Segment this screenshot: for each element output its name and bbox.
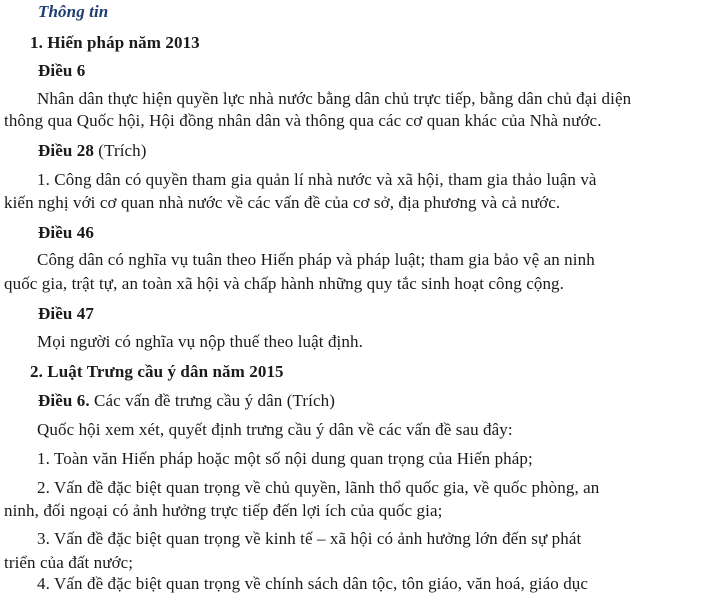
law1-art46-line1: Công dân có nghĩa vụ tuân theo Hiến pháp và pháp luật; tham gia bảo vệ an ninh xyxy=(37,250,595,269)
law2-item2-line1: 2. Vấn đề đặc biệt quan trọng về chủ quyền, lãnh thổ quốc gia, về quốc phòng, an xyxy=(37,478,600,497)
law1-art47-line1: Mọi người có nghĩa vụ nộp thuế theo luật định. xyxy=(37,332,363,351)
law1-art28-line2: kiến nghị với cơ quan nhà nước về các vấn đề của cơ sở, địa phương và cả nước. xyxy=(4,193,561,212)
law1-art28-line1: 1. Công dân có quyền tham gia quản lí nhà nước và xã hội, tham gia thảo luận và xyxy=(37,170,597,189)
law1-art47-heading: Điều 47 xyxy=(38,304,94,323)
law1-art46-line2: quốc gia, trật tự, an toàn xã hội và chấp hành những quy tắc sinh hoạt công cộng. xyxy=(4,274,564,293)
law1-art46-heading: Điều 46 xyxy=(38,223,94,242)
section-label: Thông tin xyxy=(38,2,109,21)
law1-art28-heading-line xyxy=(38,141,713,161)
law1-art28-note: (Trích) xyxy=(93,141,147,160)
law2-art6-heading: Điều 6. xyxy=(38,391,90,410)
law2-item3-line1: 3. Vấn đề đặc biệt quan trọng về kinh tế – xã hội có ảnh hưởng lớn đến sự phát xyxy=(37,529,582,548)
law2-art6-heading-line xyxy=(38,391,713,411)
law1-art6-line2: thông qua Quốc hội, Hội đồng nhân dân và thông qua các cơ quan khác của Nhà nước. xyxy=(4,111,602,130)
law2-title: 2. Luật Trưng cầu ý dân năm 2015 xyxy=(30,362,284,381)
law2-item3-line2: triển của đất nước; xyxy=(4,553,134,572)
law2-item4-partial: 4. Vấn đề đặc biệt quan trọng về chính sách dân tộc, tôn giáo, văn hoá, giáo dục xyxy=(37,574,589,593)
law1-art28-heading: Điều 28 xyxy=(38,141,94,160)
law2-art6-title: Các vấn đề trưng cầu ý dân (Trích) xyxy=(89,391,335,410)
law2-item2-line2: ninh, đối ngoại có ảnh hưởng trực tiếp đến lợi ích của quốc gia; xyxy=(4,501,443,520)
law1-art6-heading: Điều 6 xyxy=(38,61,86,80)
law1-art6-line1: Nhân dân thực hiện quyền lực nhà nước bằng dân chủ trực tiếp, bằng dân chủ đại diện xyxy=(37,89,632,108)
law1-title: 1. Hiến pháp năm 2013 xyxy=(30,33,200,52)
law2-intro: Quốc hội xem xét, quyết định trưng cầu ý dân về các vấn đề sau đây: xyxy=(37,420,513,439)
law2-item1: 1. Toàn văn Hiến pháp hoặc một số nội dung quan trọng của Hiến pháp; xyxy=(37,449,533,468)
